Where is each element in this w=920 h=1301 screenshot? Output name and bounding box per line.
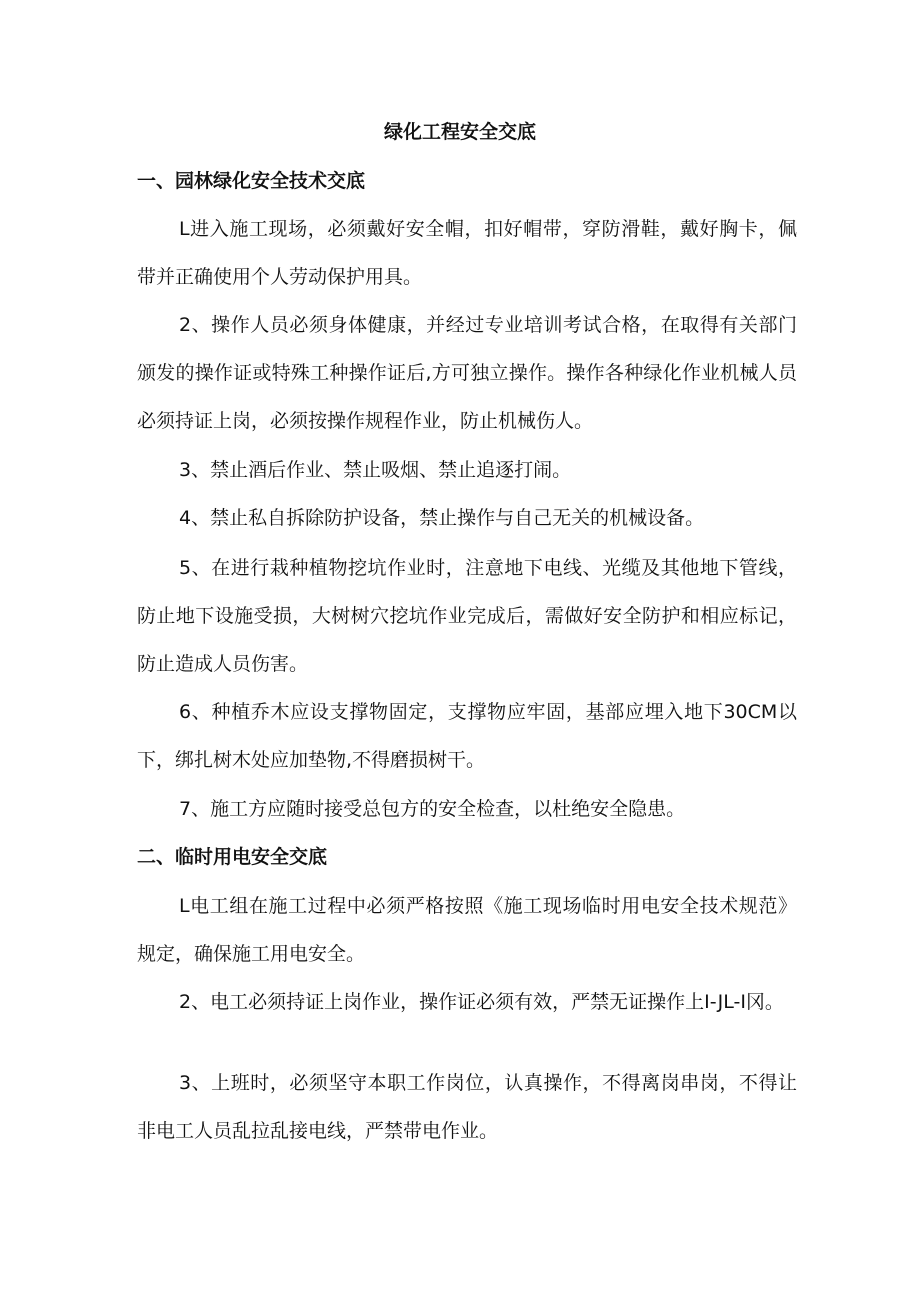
list-item: 7、施工方应随时接受总包方的安全检查，以杜绝安全隐患。	[179, 798, 686, 820]
document-title: 绿化工程安全交底	[383, 121, 536, 143]
list-item: 6、种植乔木应设支撑物固定，支撑物应牢固，基部应埋入地下30CM以下，绑扎树木处应加垫物,不得磨损树干。	[137, 701, 797, 771]
section-heading-temporary-power: 二、临时用电安全交底	[137, 846, 328, 868]
list-item: 5、在进行栽种植物挖坑作业时，注意地下电线、光缆及其他地下管线，防止地下设施受损，大树树穴挖坑作业完成后，需做好安全防护和相应标记，防止造成人员伤害。	[137, 557, 797, 675]
list-item: 3、禁止酒后作业、禁止吸烟、禁止追逐打闹。	[179, 459, 572, 481]
list-item: 2、操作人员必须身体健康，并经过专业培训考试合格，在取得有关部门颁发的操作证或特殊工种操作证后,方可独立操作。操作各种绿化作业机械人员必须持证上岗，必须按操作规程作业，防止机械伤人。	[137, 314, 797, 432]
section-heading-landscape-safety: 一、园林绿化安全技术交底	[137, 170, 366, 192]
list-item: 2、电工必须持证上岗作业，操作证必须有效，严禁无证操作上I-JL-I冈。	[179, 991, 784, 1013]
list-item: L电工组在施工过程中必须严格按照《施工现场临时用电安全技术规范》规定，确保施工用电安全。	[137, 895, 797, 965]
list-item: 4、禁止私自拆除防护设备，禁止操作与自己无关的机械设备。	[179, 507, 705, 529]
list-item: L进入施工现场，必须戴好安全帽，扣好帽带，穿防滑鞋，戴好胸卡，佩带并正确使用个人劳动保护用具。	[137, 218, 797, 288]
list-item: 3、上班时，必须坚守本职工作岗位，认真操作，不得离岗串岗，不得让非电工人员乱拉乱接电线，严禁带电作业。	[137, 1072, 797, 1142]
